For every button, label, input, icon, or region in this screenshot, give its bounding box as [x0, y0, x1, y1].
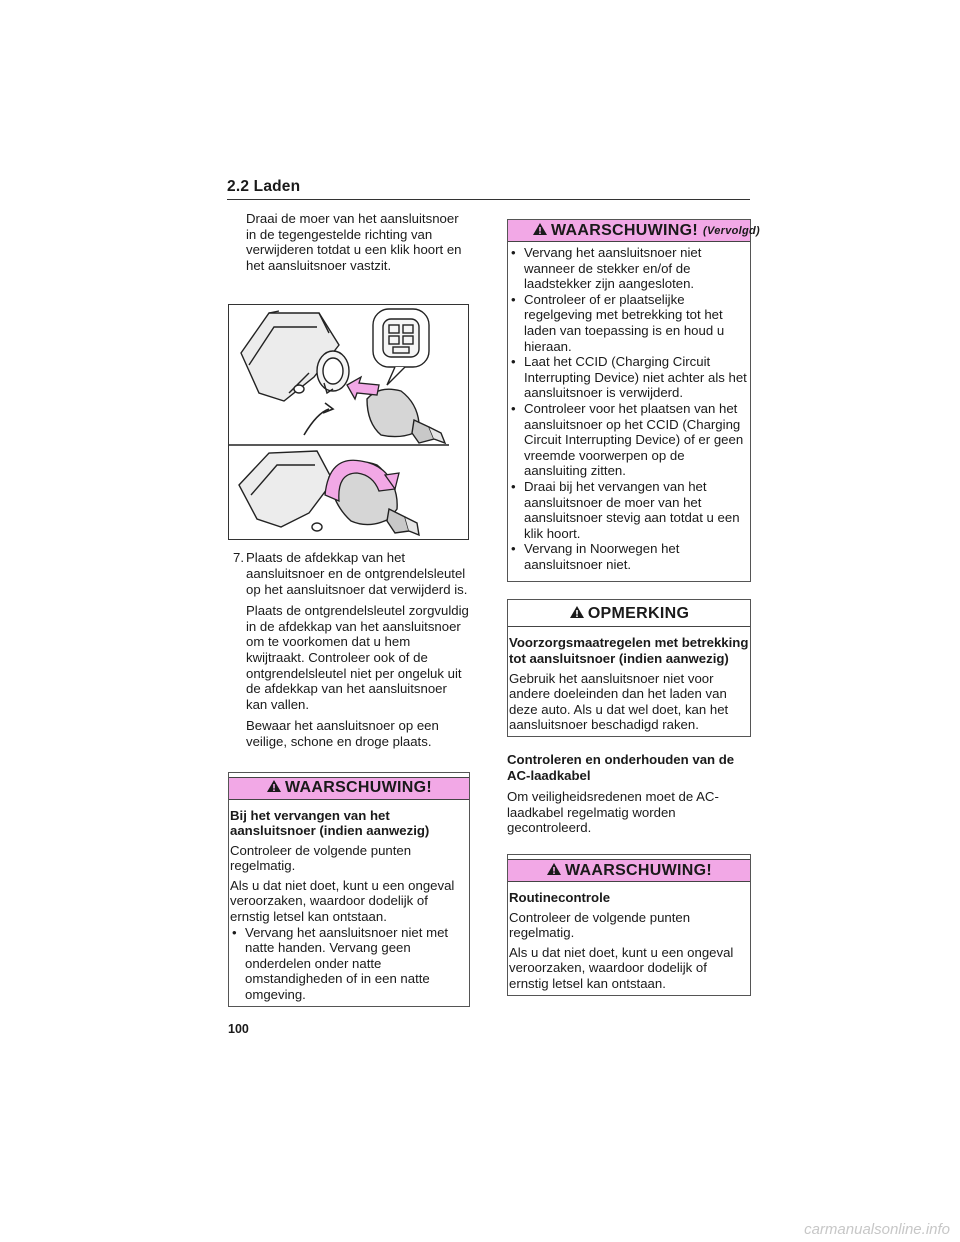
- warning-box-continued: [507, 219, 760, 582]
- warning-box-routine-check: [507, 854, 751, 996]
- cable-illustration: [228, 304, 469, 540]
- cable-connection-drawing: [229, 305, 468, 539]
- step-7-text: Plaats de afdekkap van het aansluitsnoer en de ontgrendelsleutel op het aansluitsnoer dat verwijderd is.: [246, 550, 468, 597]
- warning-bullets: [230, 925, 468, 1003]
- list-item: • Vervang het aansluitsnoer niet met natte handen. Vervang geen onderdelen onder natte omstandigheden of in een natte omgeving.: [230, 925, 468, 1003]
- warning-title: WAARSCHUWING!: [565, 861, 712, 879]
- list-item: • Controleer voor het plaatsen van het aansluitsnoer op het CCID (Charging Circuit Interrupting Device) of er geen vreemde voorwerpen op de aansluiting zitten.: [509, 401, 749, 479]
- page-number: 100: [228, 1022, 249, 1036]
- step-number: 7.: [233, 550, 244, 566]
- warning-subtitle: Bij het vervangen van het aansluitsnoer (indien aanwezig): [230, 807, 430, 839]
- section-paragraph: Om veiligheidsredenen moet de AC-laadkabel regelmatig worden gecontroleerd.: [507, 789, 719, 836]
- warning-title: WAARSCHUWING!: [285, 779, 432, 797]
- notice-subtitle: Voorzorgsmaatregelen met betrekking tot aansluitsnoer (indien aanwezig): [509, 635, 749, 667]
- notice-box: [507, 599, 751, 737]
- list-item: • Vervang het aansluitsnoer niet wanneer de stekker en/of de laadstekker zijn aangesloten.: [509, 245, 749, 292]
- warning-paragraph-2: Als u dat niet doet, kunt u een ongeval veroorzaken, waardoor dodelijk of ernstig letsel kan ontstaan.: [230, 877, 455, 925]
- list-item: • Draai bij het vervangen van het aansluitsnoer de moer van het aansluitsnoer stevig aan totdat u een klik hoort.: [509, 479, 749, 541]
- step-7-paragraph-1: Plaats de ontgrendelsleutel zorgvuldig in de afdekkap van het aansluitsnoer om te voorkomen dat u hem kwijtraakt. Controleer ook of de ontgrendelsleutel niet per ongeluk uit de afdekkap van het aansluitsnoer kan vallen.: [246, 603, 469, 712]
- step-7: [228, 550, 470, 749]
- warning-paragraph-1: Controleer de volgende punten regelmatig.: [509, 909, 691, 941]
- warning-header-continued: [508, 220, 760, 242]
- section-subheading: Controleren en onderhouden van de AC-laadkabel: [507, 752, 735, 783]
- warning-triangle-icon: [532, 222, 548, 240]
- notice-header: [508, 600, 750, 627]
- section-heading: 2.2 Laden: [227, 178, 750, 200]
- intro-paragraph: Draai de moer van het aansluitsnoer in de tegengestelde richting van verwijderen totdat u een klik hoort en het aansluitsnoer vastzit.: [246, 211, 462, 273]
- warning-paragraph-2: Als u dat niet doet, kunt u een ongeval veroorzaken, waardoor dodelijk of ernstig letsel kan ontstaan.: [509, 944, 734, 991]
- list-item: • Vervang in Noorwegen het aansluitsnoer niet.: [509, 541, 749, 572]
- notice-title: OPMERKING: [587, 604, 690, 622]
- left-column: [228, 211, 470, 1007]
- warning-paragraph-1: Controleer de volgende punten regelmatig.: [230, 842, 412, 874]
- warning-box-cable-replacement: [228, 772, 470, 1007]
- right-column: [507, 219, 760, 996]
- notice-text: Gebruik het aansluitsnoer niet voor andere doeleinden dan het laden van deze auto. Als u dat wel doet, kan het aansluitsnoer beschadigd raken.: [509, 670, 729, 733]
- warning-triangle-icon: [546, 862, 562, 880]
- list-item: • Laat het CCID (Charging Circuit Interrupting Device) niet achter als het aansluitsnoer is verwijderd.: [509, 354, 749, 401]
- warning-subtitle: Routinecontrole: [509, 890, 611, 905]
- warning-triangle-icon: [266, 779, 282, 797]
- step-7-paragraph-2: Bewaar het aansluitsnoer op een veilige, schone en droge plaats.: [246, 718, 439, 749]
- warning-title: WAARSCHUWING!: [551, 221, 698, 239]
- continued-label: (Vervolgd): [703, 225, 760, 238]
- warning-bullets: [509, 245, 749, 572]
- list-item: • Controleer of er plaatselijke regelgeving met betrekking tot het laden van toepassing is en houd u hieraan.: [509, 292, 749, 354]
- warning-header: [508, 859, 750, 882]
- warning-triangle-icon: [569, 605, 585, 623]
- warning-header: [229, 777, 469, 800]
- watermark[interactable]: carmanualsonline.info: [804, 1221, 950, 1238]
